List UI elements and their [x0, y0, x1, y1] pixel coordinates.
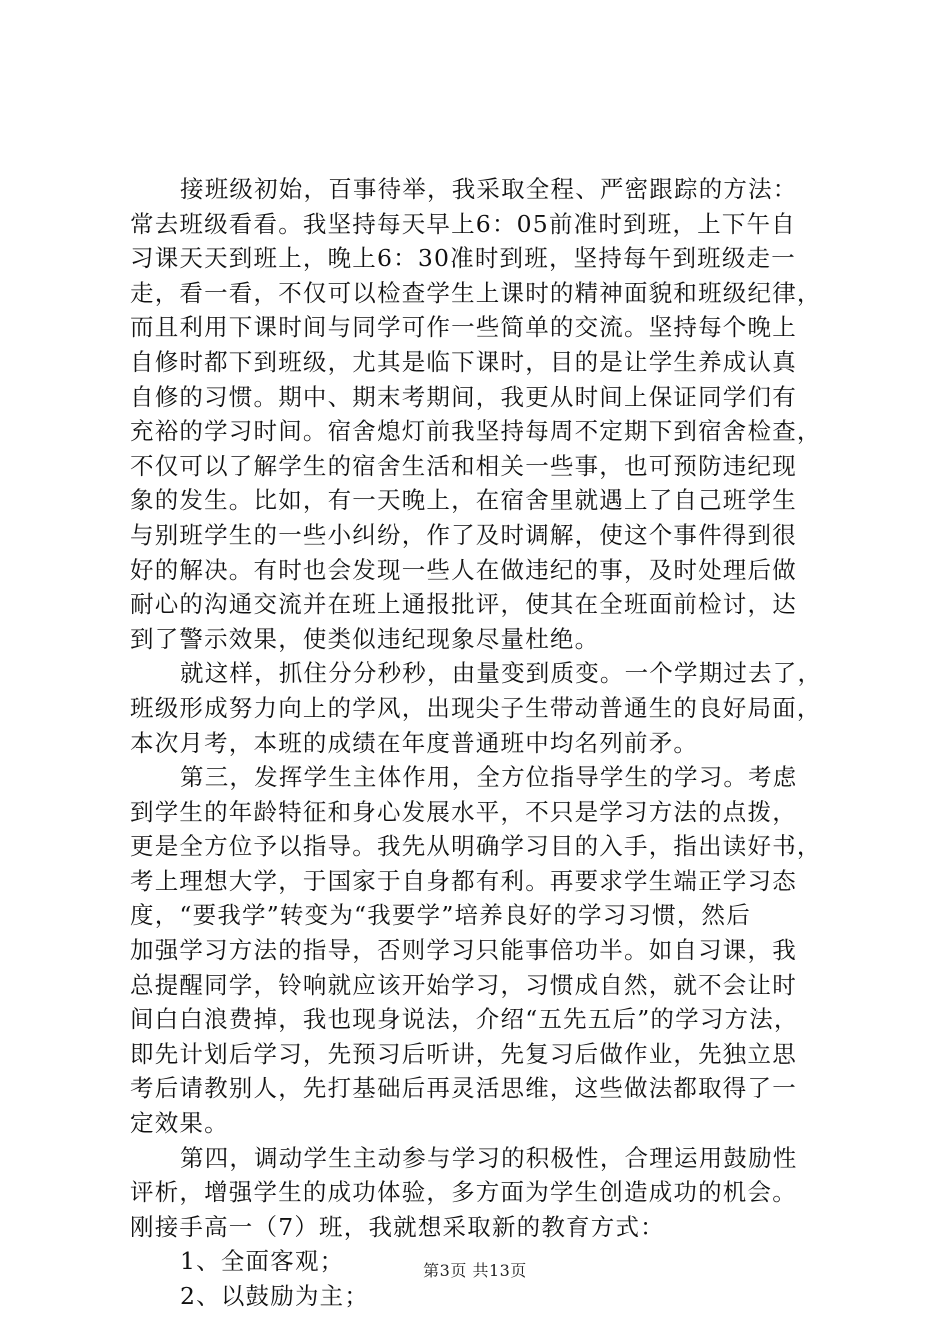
text-line: 加强学习方法的指导，否则学习只能事倍功半。如自习课，我 — [130, 936, 797, 965]
text-line: 1、全面客观； — [180, 1247, 345, 1276]
text-line: 自修的习惯。期中、期末考期间，我更从时间上保证同学们有 — [130, 382, 797, 411]
text-line: 即先计划后学习，先预习后听讲，先复习后做作业，先独立思 — [130, 1039, 797, 1068]
text-line: 习课天天到班上，晚上6：30准时到班，坚持每午到班级走一 — [130, 244, 796, 273]
text-line: 耐心的沟通交流并在班上通报批评，使其在全班面前检讨，达 — [130, 590, 797, 619]
text-line: 考后请教别人，先打基础后再灵活思维，这些做法都取得了一 — [130, 1074, 797, 1103]
text-line: 评析，增强学生的成功体验，多方面为学生创造成功的机会。 — [130, 1178, 797, 1207]
text-line: 本次月考，本班的成绩在年度普通班中均名列前矛。 — [130, 728, 699, 757]
text-line: 自修时都下到班级，尤其是临下课时，目的是让学生养成认真 — [130, 347, 797, 376]
text-line: 度，“要我学”转变为“我要学”培养良好的学习习惯，然后 — [130, 901, 751, 930]
text-line: 第三，发挥学生主体作用，全方位指导学生的学习。考虑 — [180, 763, 798, 792]
text-line: 不仅可以了解学生的宿舍生活和相关一些事，也可预防违纪现 — [130, 451, 797, 480]
text-line: 常去班级看看。我坚持每天早上6：05前准时到班，上下午自 — [130, 209, 796, 238]
text-line: 更是全方位予以指导。我先从明确学习目的入手，指出读好书， — [130, 832, 822, 861]
text-line: 象的发生。比如，有一天晚上，在宿舍里就遇上了自己班学生 — [130, 486, 797, 515]
text-line: 第四，调动学生主动参与学习的积极性，合理运用鼓励性 — [180, 1143, 798, 1172]
text-line: 间白白浪费掉，我也现身说法，介绍“五先五后”的学习方法， — [130, 1005, 799, 1034]
text-line: 走，看一看，不仅可以检查学生上课时的精神面貌和班级纪律， — [130, 278, 822, 307]
text-line: 充裕的学习时间。宿舍熄灯前我坚持每周不定期下到宿舍检查， — [130, 417, 822, 446]
text-line: 总提醒同学，铃响就应该开始学习，习惯成自然，就不会让时 — [130, 970, 797, 999]
text-line: 2、以鼓励为主； — [180, 1282, 370, 1310]
document-body — [130, 172, 830, 1314]
text-line: 定效果。 — [130, 1109, 229, 1138]
text-line: 考上理想大学，于国家于自身都有利。再要求学生端正学习态 — [130, 866, 797, 895]
text-line: 到了警示效果，使类似违纪现象尽量杜绝。 — [130, 624, 600, 653]
text-line: 而且利用下课时间与同学可作一些简单的交流。坚持每个晚上 — [130, 313, 797, 342]
text-line: 接班级初始，百事待举，我采取全程、严密跟踪的方法： — [180, 175, 798, 203]
text-line: 就这样，抓住分分秒秒，由量变到质变。一个学期过去了， — [180, 659, 823, 688]
text-line: 到学生的年龄特征和身心发展水平，不只是学习方法的点拨， — [130, 797, 797, 826]
text-line: 与别班学生的一些小纠纷，作了及时调解，使这个事件得到很 — [130, 520, 797, 549]
text-line: 班级形成努力向上的学风，出现尖子生带动普通生的良好局面， — [130, 693, 822, 722]
page-footer: 第3页 共13页 — [423, 1261, 527, 1280]
text-line: 好的解决。有时也会发现一些人在做违纪的事，及时处理后做 — [130, 555, 797, 584]
text-line: 刚接手高一（7）班，我就想采取新的教育方式： — [130, 1212, 665, 1241]
